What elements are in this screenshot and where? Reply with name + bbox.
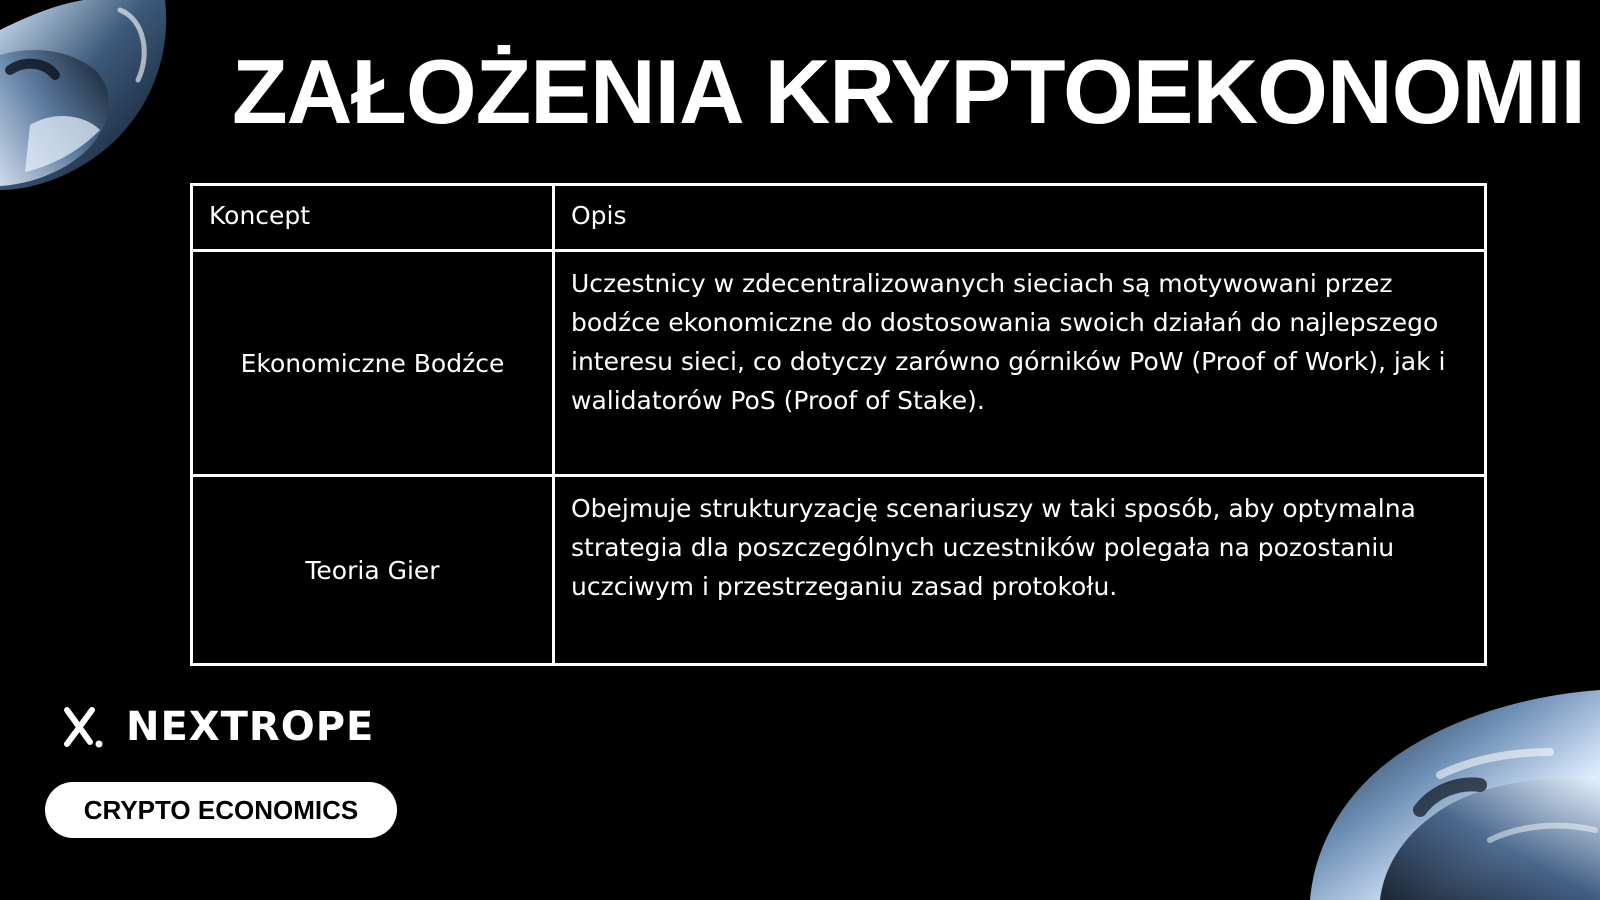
table-row	[192, 251, 1486, 476]
x-dot-logo-icon	[62, 704, 104, 750]
table-header-row	[192, 185, 1486, 251]
concept-cell: Ekonomiczne Bodźce	[192, 251, 554, 476]
category-tag: CRYPTO ECONOMICS	[45, 782, 397, 838]
description-cell: Uczestnicy w zdecentralizowanych sieciach są motywowani przez bodźce ekonomiczne do dostosowania swoich działań do najlepszego interesu sieci, co dotyczy zarówno górników PoW (Proof of Work), jak i walidatorów PoS (Proof of Stake).	[554, 251, 1486, 476]
brand-logo	[62, 704, 374, 750]
concept-cell: Teoria Gier	[192, 476, 554, 665]
concept-table	[190, 183, 1487, 666]
glass-shape-bottom-right	[1310, 690, 1600, 900]
table-row	[192, 476, 1486, 665]
brand-name: NEXTROPE	[126, 704, 375, 750]
glass-shape-top-left	[0, 0, 170, 195]
column-header-description: Opis	[554, 185, 1486, 251]
page-title: ZAŁOŻENIA KRYPTOEKONOMII	[232, 42, 1585, 143]
column-header-concept: Koncept	[192, 185, 554, 251]
description-cell: Obejmuje strukturyzację scenariuszy w taki sposób, aby optymalna strategia dla poszczególnych uczestników polegała na pozostaniu uczciwym i przestrzeganiu zasad protokołu.	[554, 476, 1486, 665]
